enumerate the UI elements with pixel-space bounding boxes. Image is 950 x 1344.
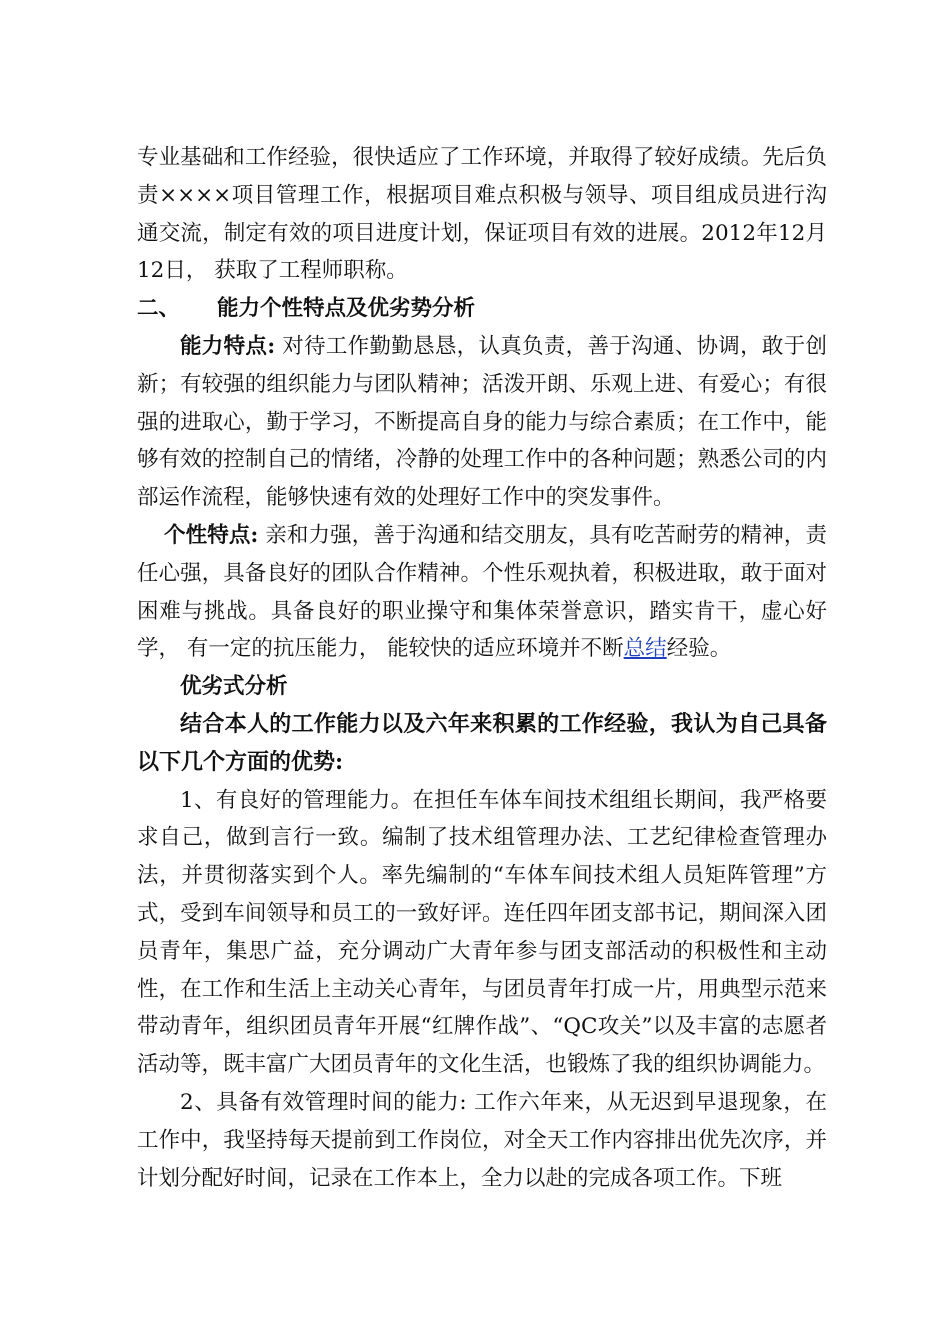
- document-page: [137, 139, 827, 1197]
- summary-link[interactable]: 总结: [623, 636, 667, 662]
- swot-heading: 优劣式分析: [180, 674, 288, 700]
- point-2-paragraph: 2、具备有效管理时间的能力: 工作六年来，从无迟到早退现象，在工作中，我坚持每天提前到工作岗位，对全天工作内容排出优先次序，并计划分配好时间，记录在工作本上，全力以赴的完成各项工作。下班: [137, 1089, 827, 1191]
- section-number: 二、: [137, 296, 181, 322]
- personality-label: 个性特点:: [164, 522, 259, 548]
- personality-text: 亲和力强，善于沟通和结交朋友，具有吃苦耐劳的精神，责任心强，具备良好的团队合作精神。个性乐观执着，积极进取，敢于面对困难与挑战。具备良好的职业操守和集体荣誉意识，踏实肯干，虚心好学， 有一定的抗压能力， 能较快的适应环境并不断: [137, 522, 828, 662]
- personality-paragraph: [137, 517, 827, 668]
- advantages-intro: 结合本人的工作能力以及六年来积累的工作经验，我认为自己具备以下几个方面的优势:: [137, 710, 827, 775]
- point-1-paragraph: 1、有良好的管理能力。在担任车体车间技术组组长期间，我严格要求自己，做到言行一致。编制了技术组管理办法、工艺纪律检查管理办法，并贯彻落实到个人。率先编制的“车体车间技术组人员矩阵管理”方式，受到车间领导和员工的一致好评。连任四年团支部书记，期间深入团员青年，集思广益，充分调动广大青年参与团支部活动的积极性和主动性，在工作和生活上主动关心青年，与团员青年打成一片，用典型示范来带动青年，组织团员青年开展“红牌作战”、“QC攻关”以及丰富的志愿者活动等，既丰富广大团员青年的文化生活，也锻炼了我的组织协调能力。: [137, 787, 827, 1078]
- section-title: 能力个性特点及优劣势分析: [217, 296, 476, 322]
- intro-paragraph: 专业基础和工作经验，很快适应了工作环境，并取得了较好成绩。先后负责××××项目管理工作，根据项目难点积极与领导、项目组成员进行沟通交流，制定有效的项目进度计划，保证项目有效的进展。2012年12月12日， 获取了工程师职称。: [137, 145, 827, 284]
- section-heading: [137, 290, 827, 328]
- ability-paragraph: [137, 328, 827, 517]
- personality-text-end: 经验。: [666, 636, 732, 662]
- ability-label: 能力特点:: [180, 333, 276, 359]
- ability-text: 对待工作勤勤恳恳，认真负责，善于沟通、协调，敢于创新；有较强的组织能力与团队精神；活泼开朗、乐观上进、有爱心；有很强的进取心，勤于学习，不断提高自身的能力与综合素质；在工作中，能够有效的控制自己的情绪，冷静的处理工作中的各种问题；熟悉公司的内部运作流程，能够快速有效的处理好工作中的突发事件。: [137, 333, 827, 511]
